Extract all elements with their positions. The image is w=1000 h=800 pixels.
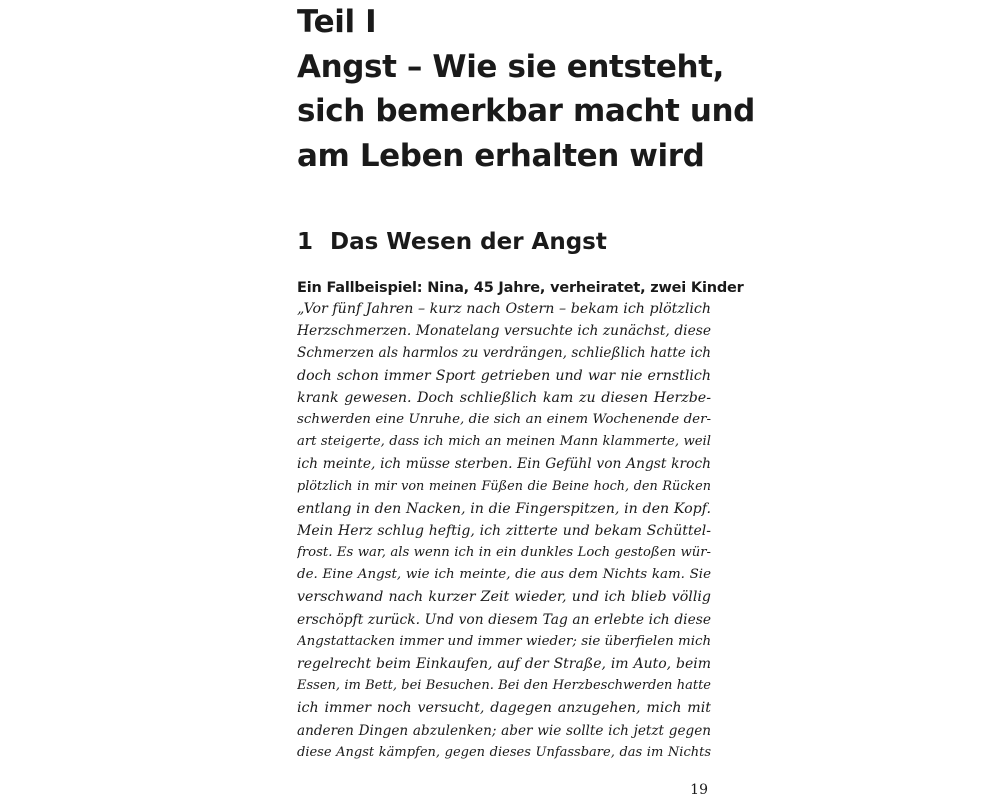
text-line: ich immer noch versucht, dagegen anzugehen, mich mit xyxy=(297,700,711,717)
text-line: diese Angst kämpfen, gegen dieses Unfassbare, das im Nichts xyxy=(297,744,711,760)
text-line: Essen, im Bett, bei Besuchen. Bei den Herzbeschwerden hatte xyxy=(297,678,711,694)
text-line: regelrecht beim Einkaufen, auf der Straße, im Auto, beim xyxy=(297,656,711,672)
text-line: Herzschmerzen. Monatelang versuchte ich zunächst, diese xyxy=(297,323,711,340)
body-paragraph xyxy=(297,298,711,764)
chapter-heading xyxy=(297,224,607,260)
text-line: schwerden eine Unruhe, die sich an einem Wochenende der- xyxy=(297,411,711,427)
part-heading-line: Teil I xyxy=(297,4,377,40)
text-line: verschwand nach kurzer Zeit wieder, und ich blieb völlig xyxy=(297,589,711,606)
text-line: Schmerzen als harmlos zu verdrängen, schließlich hatte ich xyxy=(297,345,711,362)
text-line: art steigerte, dass ich mich an meinen Mann klammerte, weil xyxy=(297,434,711,450)
text-line: frost. Es war, als wenn ich in ein dunkles Loch gestoßen wür- xyxy=(297,545,711,561)
text-line: de. Eine Angst, wie ich meinte, die aus dem Nichts kam. Sie xyxy=(297,567,711,583)
text-line: Angstattacken immer und immer wieder; sie überfielen mich xyxy=(297,633,711,649)
text-line: „Vor fünf Jahren – kurz nach Ostern – bekam ich plötzlich xyxy=(297,301,711,317)
part-heading xyxy=(297,0,755,178)
text-line: krank gewesen. Doch schließlich kam zu diesen Herzbe- xyxy=(297,389,711,406)
text-line: entlang in den Nacken, in die Fingerspitzen, in den Kopf. xyxy=(297,500,711,517)
chapter-title: Das Wesen der Angst xyxy=(330,229,607,255)
text-line: ich meinte, ich müsse sterben. Ein Gefühl von Angst kroch xyxy=(297,456,711,473)
part-heading-line: sich bemerkbar macht und xyxy=(297,93,755,129)
case-study-heading: Ein Fallbeispiel: Nina, 45 Jahre, verheiratet, zwei Kinder xyxy=(297,280,744,296)
part-heading-line: am Leben erhalten wird xyxy=(297,137,705,174)
text-line: Mein Herz schlug heftig, ich zitterte und bekam Schüttel- xyxy=(297,522,711,539)
text-line: doch schon immer Sport getrieben und war nie ernstlich xyxy=(297,367,711,384)
page-number: 19 xyxy=(690,782,708,798)
chapter-number: 1 xyxy=(297,229,314,255)
text-line: anderen Dingen abzulenken; aber wie sollte ich jetzt gegen xyxy=(297,722,711,739)
text-line: plötzlich in mir von meinen Füßen die Beine hoch, den Rücken xyxy=(297,478,711,494)
book-page xyxy=(297,0,755,800)
text-line: erschöpft zurück. Und von diesem Tag an erlebte ich diese xyxy=(297,611,711,628)
part-heading-line: Angst – Wie sie entsteht, xyxy=(297,48,725,85)
